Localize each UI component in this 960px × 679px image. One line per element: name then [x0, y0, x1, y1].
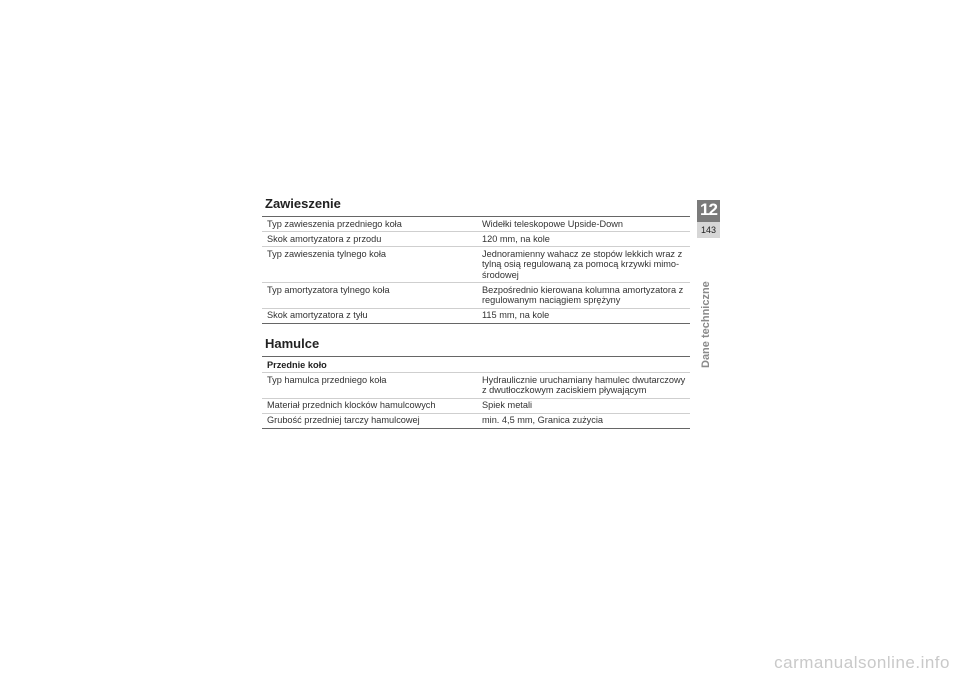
- page-number: 143: [697, 222, 720, 238]
- spec-key: Typ hamulca przedniego koła: [262, 373, 477, 399]
- spec-value: Spiek metali: [477, 398, 690, 413]
- spec-value: 115 mm, na kole: [477, 308, 690, 323]
- table-row: [262, 398, 690, 413]
- spec-value: 120 mm, na kole: [477, 232, 690, 247]
- spec-key: Typ zawieszenia tylnego koła: [262, 247, 477, 283]
- table-row: [262, 283, 690, 309]
- table-subheading: Przednie koło: [267, 359, 327, 370]
- manual-page-content: [262, 196, 690, 429]
- section-title-suspension: Zawieszenie: [265, 196, 341, 211]
- watermark: carmanualsonline.info: [774, 653, 950, 672]
- brakes-spec-table: [262, 356, 690, 429]
- spec-value: min. 4,5 mm, Granica zużycia: [477, 413, 690, 428]
- section-title-brakes: Hamulce: [265, 335, 320, 351]
- table-subheading-row: [262, 356, 690, 373]
- table-row: [262, 413, 690, 428]
- spec-key: Skok amortyzatora z przodu: [262, 232, 477, 247]
- table-row: [262, 373, 690, 399]
- spec-value: Hydraulicznie uruchamiany hamulec dwutarczowy z dwutłoczkowym zaciskiem pływającym: [477, 373, 690, 399]
- suspension-spec-table: [262, 216, 690, 324]
- spec-key: Typ amortyzatora tylnego koła: [262, 283, 477, 309]
- chapter-label: Dane techniczne: [700, 281, 712, 368]
- table-row: [262, 247, 690, 283]
- table-row: [262, 232, 690, 247]
- spec-key: Typ zawieszenia przedniego koła: [267, 218, 402, 229]
- spec-key: Skok amortyzatora z tyłu: [262, 308, 477, 323]
- spec-value: Widełki teleskopowe Upside-Down: [482, 218, 623, 229]
- spec-value: Bezpośrednio kierowana kolumna amortyzatora z regulowanym naciągiem sprężyny: [477, 283, 690, 309]
- chapter-tab: [697, 200, 720, 238]
- chapter-number: 12: [700, 200, 717, 219]
- spec-key: Materiał przednich klocków hamulcowych: [262, 398, 477, 413]
- spec-value: Jednoramienny wahacz ze stopów lekkich wraz z tylną osią regulowaną za pomocą krzywki mimo-środowej: [477, 247, 690, 283]
- table-row: [262, 217, 690, 232]
- table-row: [262, 308, 690, 323]
- spec-key: Grubość przedniej tarczy hamulcowej: [262, 413, 477, 428]
